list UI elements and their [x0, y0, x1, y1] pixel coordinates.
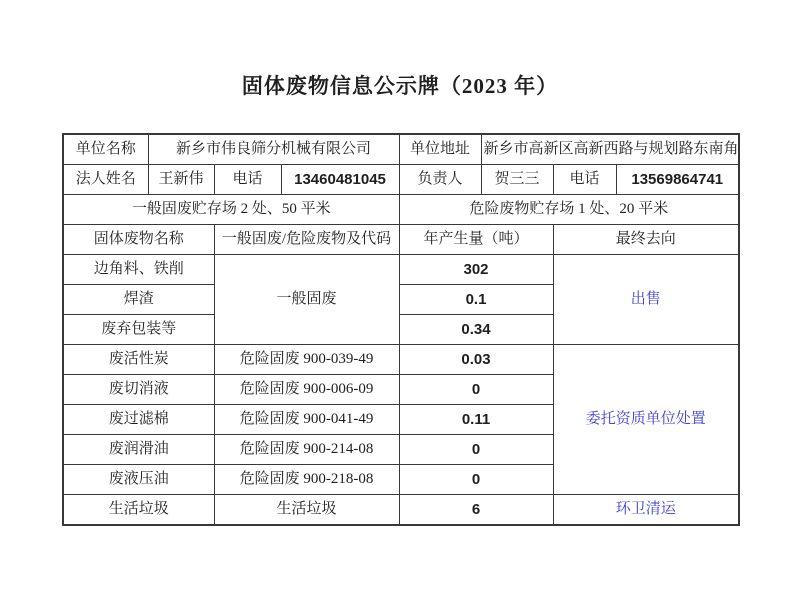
table-row-storage — [63, 195, 739, 225]
general-storage-cell: 一般固废贮存场 2 处、50 平米 — [63, 195, 399, 225]
unit-address-label: 单位地址 — [399, 134, 481, 165]
phone1-label: 电话 — [214, 165, 281, 195]
unit-name-value: 新乡市伟良筛分机械有限公司 — [148, 134, 399, 165]
phone2-label: 电话 — [553, 165, 616, 195]
column-header-waste-name: 固体废物名称 — [63, 225, 214, 255]
legal-person-label: 法人姓名 — [63, 165, 148, 195]
table-row-unit-info — [63, 134, 739, 165]
waste-name-cell: 边角料、铁削 — [63, 255, 214, 285]
column-header-annual-qty: 年产生量（吨） — [399, 225, 553, 255]
table-row — [63, 495, 739, 526]
waste-name-cell: 废弃包装等 — [63, 315, 214, 345]
waste-qty-cell: 0 — [399, 375, 553, 405]
hazardous-storage-cell: 危险废物贮存场 1 处、20 平米 — [399, 195, 739, 225]
waste-qty-cell: 0.03 — [399, 345, 553, 375]
waste-type-cell: 危险固废 900-006-09 — [214, 375, 399, 405]
manager-value: 贺三三 — [481, 165, 553, 195]
waste-type-cell: 危险固废 900-041-49 — [214, 405, 399, 435]
column-header-type-code: 一般固废/危险废物及代码 — [214, 225, 399, 255]
table-row — [63, 345, 739, 375]
waste-name-cell: 废切消液 — [63, 375, 214, 405]
waste-type-cell: 危险固废 900-218-08 — [214, 465, 399, 495]
waste-dest-cell: 环卫清运 — [553, 495, 739, 526]
waste-qty-cell: 0 — [399, 435, 553, 465]
waste-type-cell: 危险固废 900-039-49 — [214, 345, 399, 375]
page-title: 固体废物信息公示牌（2023 年） — [241, 74, 559, 98]
waste-name-cell: 焊渣 — [63, 285, 214, 315]
waste-qty-cell: 6 — [399, 495, 553, 526]
manager-label: 负责人 — [399, 165, 481, 195]
phone1-value: 13460481045 — [281, 165, 399, 195]
table-row — [63, 255, 739, 285]
legal-person-value: 王新伟 — [148, 165, 214, 195]
waste-qty-cell: 0.34 — [399, 315, 553, 345]
column-header-destination: 最终去向 — [553, 225, 739, 255]
waste-name-cell: 废过滤棉 — [63, 405, 214, 435]
unit-address-value: 新乡市高新区高新西路与规划路东南角 — [481, 134, 739, 165]
waste-name-cell: 废活性炭 — [63, 345, 214, 375]
waste-name-cell: 生活垃圾 — [63, 495, 214, 526]
waste-dest-cell: 出售 — [553, 255, 739, 345]
waste-qty-cell: 0.11 — [399, 405, 553, 435]
table-row-contacts — [63, 165, 739, 195]
table-row-headers — [63, 225, 739, 255]
waste-name-cell: 废润滑油 — [63, 435, 214, 465]
unit-name-label: 单位名称 — [63, 134, 148, 165]
waste-type-cell: 生活垃圾 — [214, 495, 399, 526]
waste-qty-cell: 0 — [399, 465, 553, 495]
waste-type-cell: 一般固废 — [214, 255, 399, 345]
waste-dest-cell: 委托资质单位处置 — [553, 345, 739, 495]
waste-info-table — [62, 133, 740, 526]
waste-qty-cell: 302 — [399, 255, 553, 285]
waste-name-cell: 废液压油 — [63, 465, 214, 495]
waste-qty-cell: 0.1 — [399, 285, 553, 315]
phone2-value: 13569864741 — [616, 165, 739, 195]
waste-type-cell: 危险固废 900-214-08 — [214, 435, 399, 465]
